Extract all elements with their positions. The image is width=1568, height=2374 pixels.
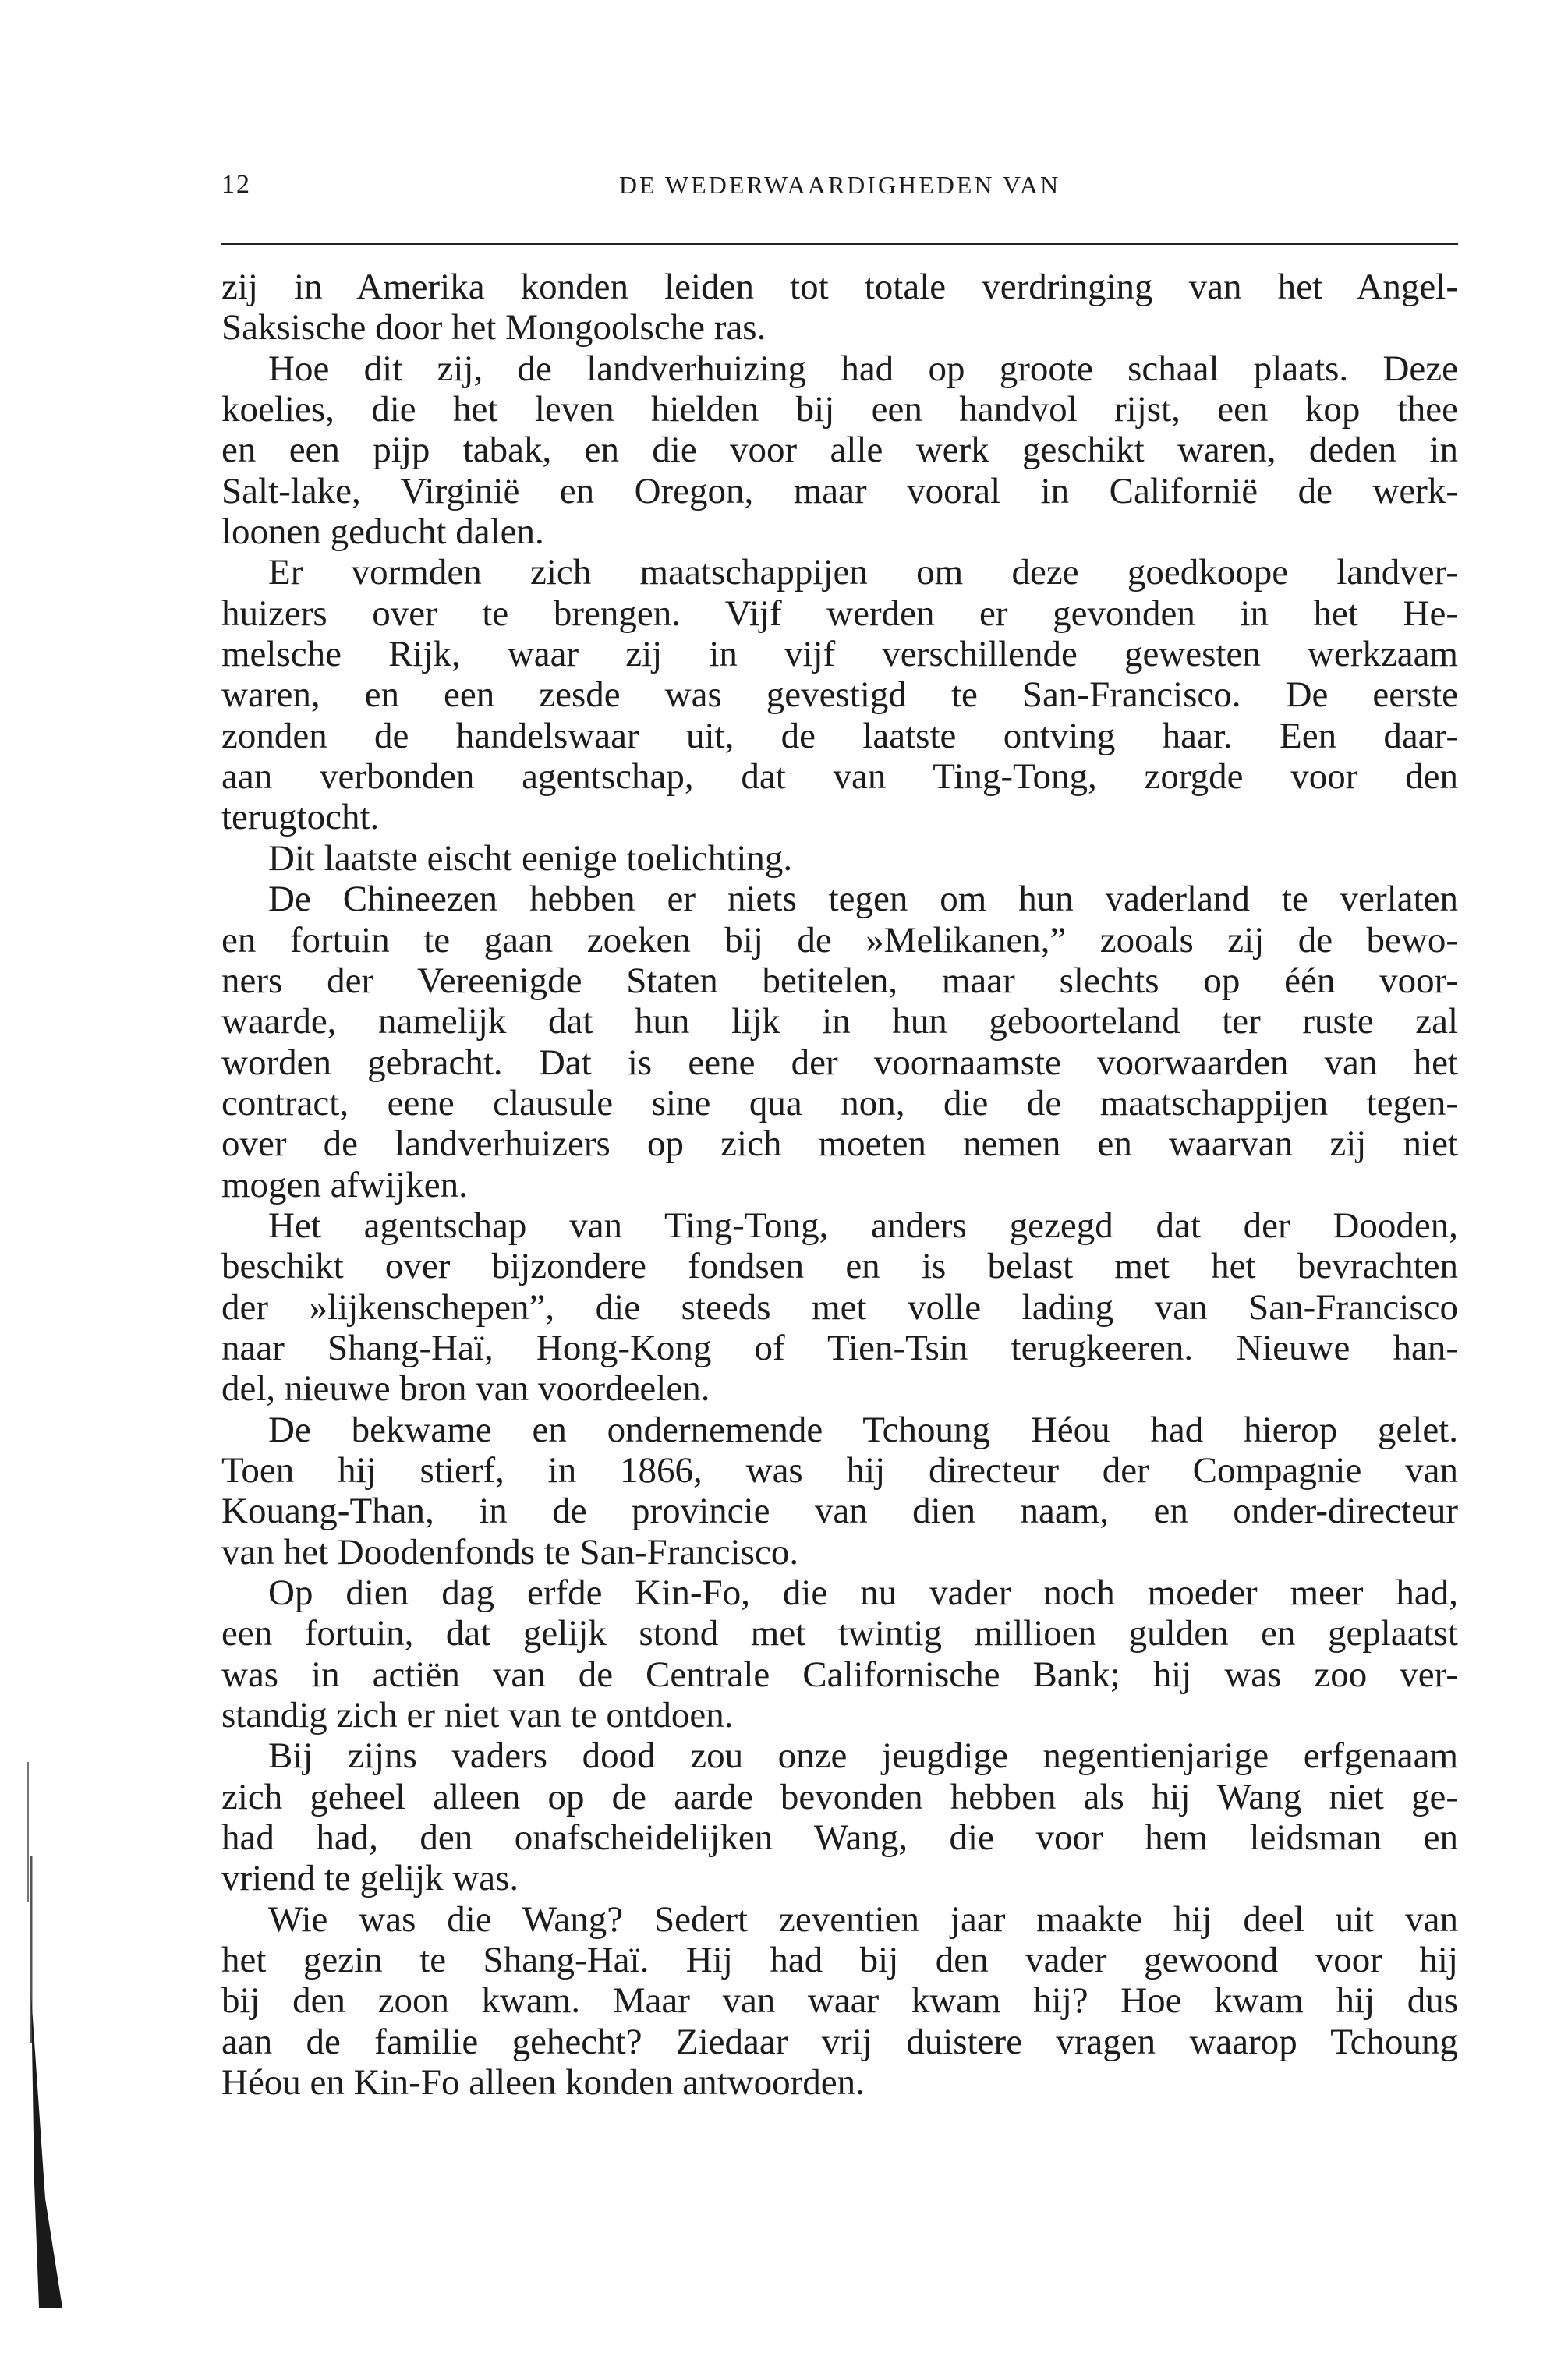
text-line: worden gebracht. Dat is eene der voornaamste voorwaarden van het bbox=[221, 1042, 1458, 1083]
text-line: Hoe dit zij, de landverhuizing had op groote schaal plaats. Deze bbox=[268, 348, 1458, 389]
margin-scan-marks bbox=[16, 1762, 78, 2308]
text-line: was in actiën van de Centrale Californische Bank; hij was zoo ver- bbox=[221, 1654, 1458, 1695]
text-line: Het agentschap van Ting-Tong, anders gezegd dat der Dooden, bbox=[268, 1205, 1458, 1246]
text-line: bij den zoon kwam. Maar van waar kwam hij? Hoe kwam hij dus bbox=[221, 1980, 1458, 2022]
text-line: De Chineezen hebben er niets tegen om hun vaderland te verlaten bbox=[268, 879, 1458, 920]
text-line: ners der Vereenigde Staten betitelen, maar slechts op één voor- bbox=[221, 960, 1458, 1001]
text-line: der »lijkenschepen”, die steeds met volle lading van San-Francisco bbox=[221, 1286, 1458, 1328]
text-line: zij in Amerika konden leiden tot totale verdringing van het Angel- bbox=[221, 267, 1458, 307]
page-number: 12 bbox=[221, 170, 251, 199]
text-line: Kouang-Than, in de provincie van dien naam, en onder-directeur bbox=[221, 1491, 1458, 1532]
running-head bbox=[221, 165, 1458, 204]
text-line: en fortuin te gaan zoeken bij de »Melikanen,” zooals zij de bewo- bbox=[221, 919, 1458, 961]
text-line: zich geheel alleen op de aarde bevonden hebben als hij Wang niet ge- bbox=[221, 1776, 1458, 1817]
text-line: Er vormden zich maatschappijen om deze goedkoope landver- bbox=[268, 552, 1458, 593]
text-line: het gezin te Shang-Haï. Hij had bij den vader gewoond voor hij bbox=[221, 1940, 1458, 1981]
text-line: loonen geducht dalen. bbox=[221, 511, 544, 553]
text-line: Bij zijns vaders dood zou onze jeugdige negentienjarige erfgenaam bbox=[268, 1735, 1458, 1777]
text-line: De bekwame en ondernemende Tchoung Héou had hierop gelet. bbox=[268, 1409, 1458, 1450]
text-line: zonden de handelswaar uit, de laatste ontving haar. Een daar- bbox=[221, 715, 1458, 756]
text-line: aan de familie gehecht? Ziedaar vrij duistere vragen waarop Tchoung bbox=[221, 2021, 1458, 2062]
text-line: koelies, die het leven hielden bij een handvol rijst, een kop thee bbox=[221, 389, 1458, 430]
text-line: Dit laatste eischt eenige toelichting. bbox=[268, 837, 793, 879]
text-line: contract, eene clausule sine qua non, die de maatschappijen tegen- bbox=[221, 1082, 1458, 1123]
text-line: Salt-lake, Virginië en Oregon, maar vooral in Californië de werk- bbox=[221, 470, 1458, 511]
running-title: DE WEDERWAARDIGHEDEN VAN bbox=[618, 171, 1061, 199]
text-line: standig zich er niet van te ontdoen. bbox=[221, 1695, 734, 1736]
text-line: had had, den onafscheidelijken Wang, die voor hem leidsman en bbox=[221, 1817, 1458, 1859]
text-line: vriend te gelijk was. bbox=[221, 1858, 519, 1899]
text-line: van het Doodenfonds te San-Francisco. bbox=[221, 1531, 799, 1573]
text-line: huizers over te brengen. Vijf werden er gevonden in het He- bbox=[221, 593, 1458, 634]
text-line: Op dien dag erfde Kin-Fo, die nu vader noch moeder meer had, bbox=[268, 1573, 1458, 1613]
text-line: over de landverhuizers op zich moeten nemen en waarvan zij niet bbox=[221, 1123, 1458, 1165]
text-line: waarde, namelijk dat hun lijk in hun geboorteland ter ruste zal bbox=[221, 1001, 1458, 1042]
header-rule bbox=[221, 243, 1458, 245]
text-line: Saksische door het Mongoolsche ras. bbox=[221, 307, 766, 348]
text-line: een fortuin, dat gelijk stond met twintig millioen gulden en geplaatst bbox=[221, 1613, 1458, 1654]
text-line: Toen hij stierf, in 1866, was hij directeur der Compagnie van bbox=[221, 1449, 1458, 1491]
text-line: beschikt over bijzondere fondsen en is belast met het bevrachten bbox=[221, 1246, 1458, 1287]
text-line: mogen afwijken. bbox=[221, 1164, 468, 1205]
text-line: terugtocht. bbox=[221, 797, 380, 838]
text-line: Wie was die Wang? Sedert zeventien jaar maakte hij deel uit van bbox=[268, 1898, 1458, 1940]
body-text bbox=[221, 267, 1458, 2103]
text-line: naar Shang-Haï, Hong-Kong of Tien-Tsin terugkeeren. Nieuwe han- bbox=[221, 1327, 1458, 1368]
text-line: melsche Rijk, waar zij in vijf verschillende gewesten werkzaam bbox=[221, 634, 1458, 675]
text-line: en een pijp tabak, en die voor alle werk geschikt waren, deden in bbox=[221, 430, 1458, 471]
text-line: del, nieuwe bron van voordeelen. bbox=[221, 1368, 710, 1410]
text-line: aan verbonden agentschap, dat van Ting-Tong, zorgde voor den bbox=[221, 756, 1458, 798]
text-line: Héou en Kin-Fo alleen konden antwoorden. bbox=[221, 2062, 865, 2103]
text-line: waren, en een zesde was gevestigd te San-Francisco. De eerste bbox=[221, 674, 1458, 716]
